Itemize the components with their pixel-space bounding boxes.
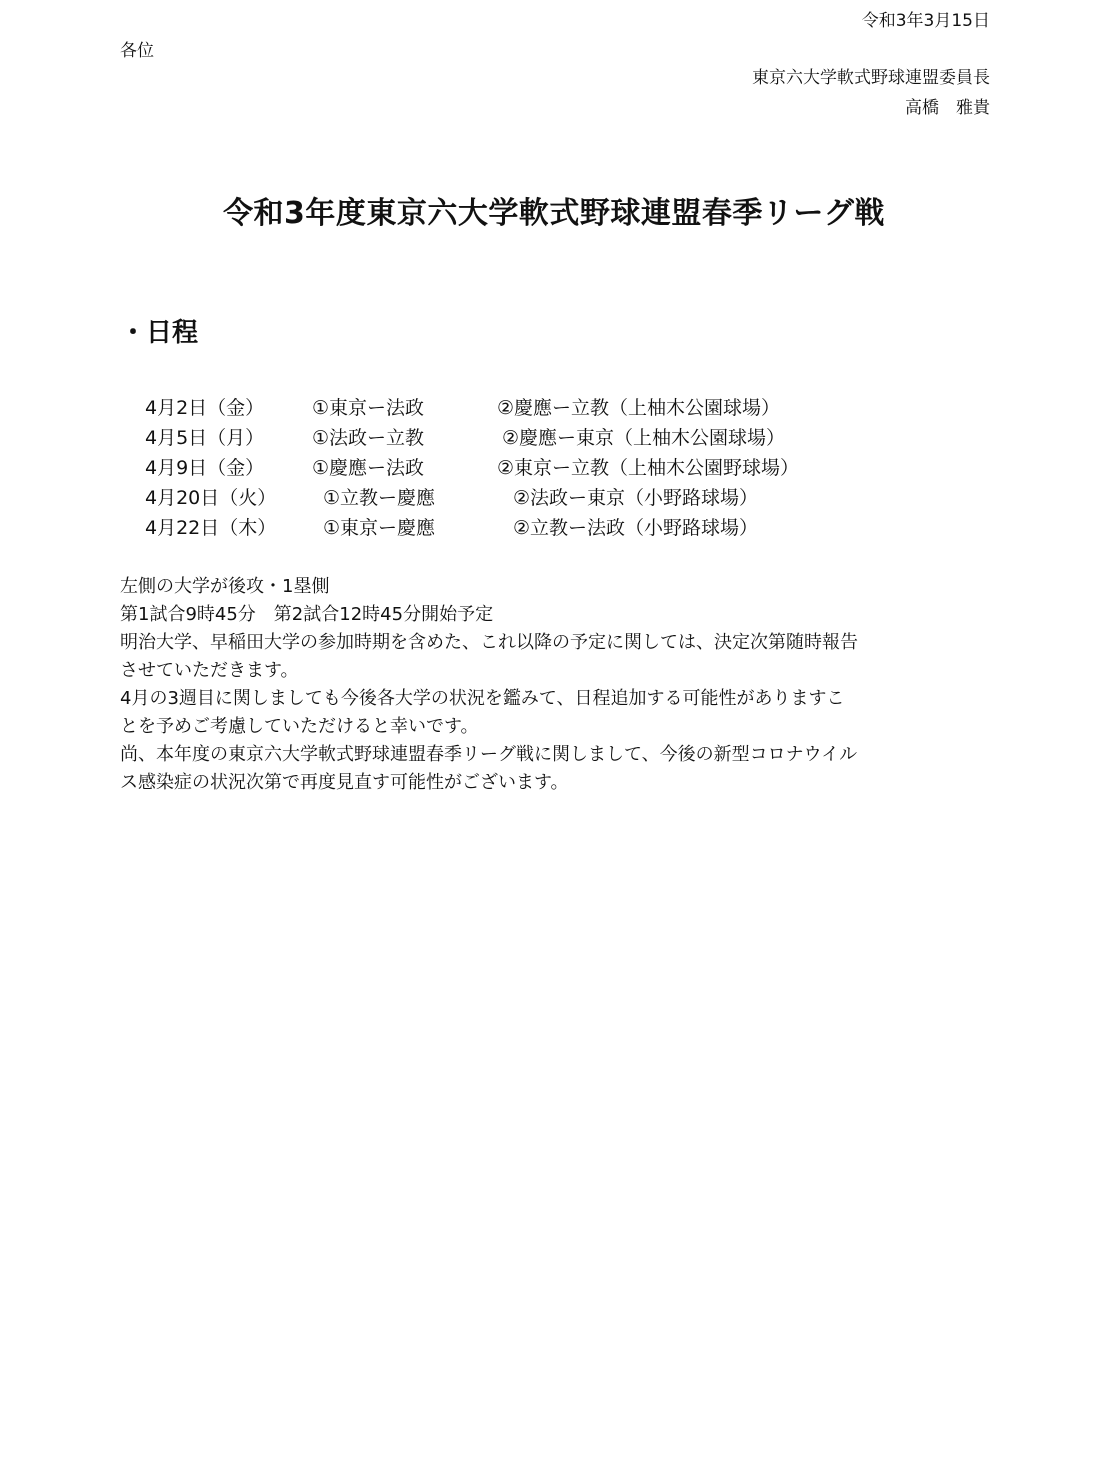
schedule-row — [145, 455, 799, 485]
notes — [120, 574, 858, 798]
note-line: 4月の3週目に関しましても今後各大学の状況を鑑みて、日程追加する可能性がありますこ — [120, 688, 845, 709]
schedule-row — [145, 515, 799, 545]
schedule-game2: ②慶應ー立教（上柚木公園球場） — [497, 397, 781, 419]
document-date: 令和3年3月15日 — [861, 11, 990, 31]
schedule-date: 4月2日（金） — [145, 397, 265, 419]
section-heading-schedule: ・日程 — [120, 318, 199, 348]
addressee: 各位 — [120, 41, 154, 61]
document-title: 令和3年度東京六大学軟式野球連盟春季リーグ戦 — [223, 196, 885, 231]
schedule-game1: ①東京ー慶應 — [323, 517, 436, 539]
note-line: 尚、本年度の東京六大学軟式野球連盟春季リーグ戦に関しまして、今後の新型コロナウイル — [120, 744, 858, 765]
schedule-list — [145, 395, 799, 545]
note-line: させていただきます。 — [120, 660, 299, 681]
schedule-row — [145, 425, 799, 455]
schedule-game1: ①慶應ー法政 — [312, 457, 425, 479]
schedule-row — [145, 485, 799, 515]
schedule-game1: ①法政ー立教 — [312, 427, 425, 449]
note-line: ス感染症の状況次第で再度見直す可能性がございます。 — [120, 772, 569, 793]
schedule-game1: ①東京ー法政 — [312, 397, 425, 419]
schedule-date: 4月22日（木） — [145, 517, 277, 539]
schedule-date: 4月20日（火） — [145, 487, 277, 509]
schedule-row — [145, 395, 799, 425]
note-line: 左側の大学が後攻・1塁側 — [120, 576, 330, 597]
note-line: とを予めご考慮していただけると幸いです。 — [120, 716, 479, 737]
schedule-game2: ②東京ー立教（上柚木公園野球場） — [497, 457, 800, 479]
schedule-game2: ②慶應ー東京（上柚木公園球場） — [502, 427, 786, 449]
sender-title: 東京六大学軟式野球連盟委員長 — [752, 68, 990, 88]
schedule-game2: ②立教ー法政（小野路球場） — [513, 517, 759, 539]
schedule-date: 4月5日（月） — [145, 427, 265, 449]
schedule-game2: ②法政ー東京（小野路球場） — [513, 487, 759, 509]
schedule-date: 4月9日（金） — [145, 457, 265, 479]
schedule-game1: ①立教ー慶應 — [323, 487, 436, 509]
note-line: 明治大学、早稲田大学の参加時期を含めた、これ以降の予定に関しては、決定次第随時報告 — [120, 632, 858, 653]
note-line: 第1試合9時45分 第2試合12時45分開始予定 — [120, 604, 494, 625]
sender-name: 高橋 雅貴 — [905, 98, 990, 118]
